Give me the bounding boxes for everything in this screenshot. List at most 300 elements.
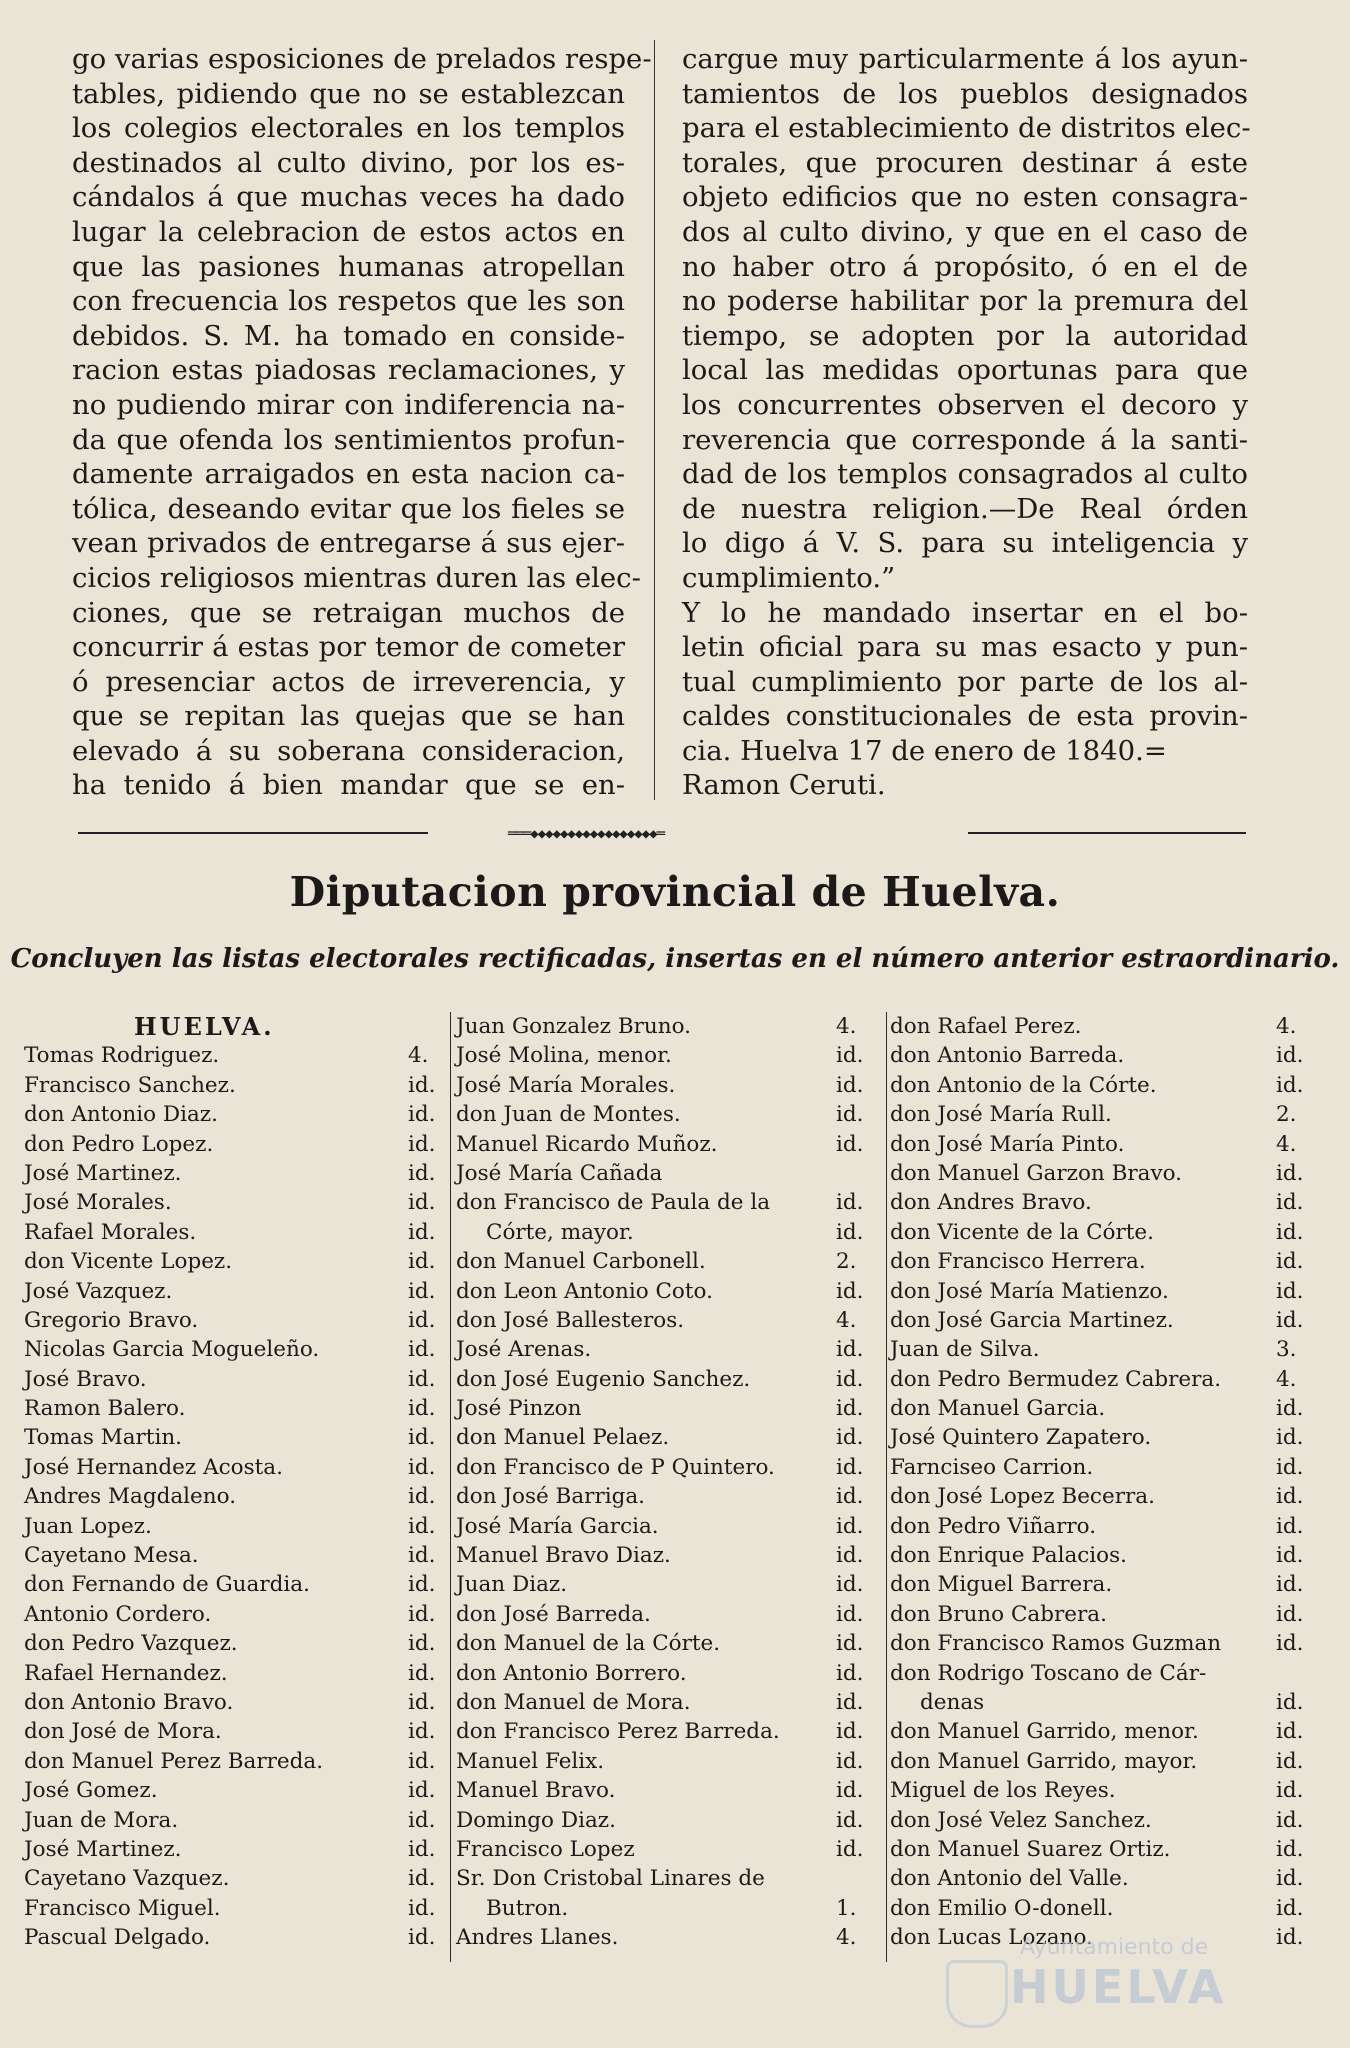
- list-item: [890, 1747, 1314, 1776]
- text-line: go varias esposiciones de prelados respe-: [72, 43, 652, 75]
- list-item: [24, 1335, 448, 1364]
- elector-name: don Pedro Bermudez Cabrera.: [890, 1366, 1222, 1392]
- list-item: [890, 1277, 1314, 1306]
- elector-value: id.: [836, 1719, 864, 1745]
- elector-name: don Bruno Cabrera.: [890, 1601, 1107, 1627]
- list-item: [890, 1218, 1314, 1247]
- list-item: [24, 1570, 448, 1599]
- text-line: vean privados de entregarse á sus ejer-: [72, 527, 625, 560]
- text-line: da que ofenda los sentimientos profun-: [72, 423, 625, 456]
- list-item: [24, 1512, 448, 1541]
- list-item: [890, 1600, 1314, 1629]
- elector-name: Manuel Ricardo Muñoz.: [456, 1131, 718, 1157]
- list-item: [890, 1659, 1314, 1688]
- elector-value: 2.: [836, 1249, 857, 1275]
- list-item: [456, 1335, 884, 1364]
- list-item: [24, 1688, 448, 1717]
- elector-value: id.: [836, 1748, 864, 1774]
- elector-value: id.: [408, 1513, 436, 1539]
- elector-value: id.: [408, 1307, 436, 1333]
- list-item: [456, 1835, 884, 1864]
- list-item: [456, 1806, 884, 1835]
- elector-name: Cayetano Mesa.: [24, 1543, 199, 1569]
- elector-name: don Manuel Perez Barreda.: [24, 1748, 324, 1774]
- text-line: tiempo, se adopten por la autoridad: [682, 319, 1248, 352]
- elector-name: don Fernando de Guardia.: [24, 1572, 310, 1598]
- elector-value: 1.: [836, 1895, 857, 1921]
- elector-value: id.: [836, 1631, 864, 1657]
- elector-value: id.: [836, 1484, 864, 1510]
- elector-value: id.: [408, 1866, 436, 1892]
- text-line: Ramon Ceruti.: [682, 769, 886, 802]
- list-item: [890, 1482, 1314, 1511]
- list-item: [890, 1512, 1314, 1541]
- elector-value: 4.: [408, 1043, 429, 1069]
- elector-value: id.: [1276, 1484, 1304, 1510]
- list-item: [890, 1629, 1314, 1658]
- elector-name: Manuel Felix.: [456, 1748, 605, 1774]
- elector-name: don José María Rull.: [890, 1102, 1112, 1128]
- elector-name: don Antonio Bravo.: [24, 1689, 234, 1715]
- text-line: los colegios electorales en los templos: [72, 112, 625, 145]
- elector-value: id.: [836, 1131, 864, 1157]
- elector-value: id.: [408, 1278, 436, 1304]
- elector-value: id.: [1276, 1454, 1304, 1480]
- list-item: [890, 1688, 1314, 1717]
- elector-value: id.: [1276, 1895, 1304, 1921]
- elector-value: id.: [836, 1043, 864, 1069]
- elector-value: id.: [836, 1366, 864, 1392]
- elector-value: id.: [1276, 1601, 1304, 1627]
- list-item: [890, 1188, 1314, 1217]
- text-line: tólica, deseando evitar que los fieles se: [72, 492, 625, 525]
- elector-name: don Andres Bravo.: [890, 1190, 1092, 1216]
- elector-name: José Martinez.: [24, 1836, 182, 1862]
- elector-value: id.: [1276, 1689, 1304, 1715]
- elector-name: don José Barreda.: [456, 1601, 651, 1627]
- list-item: [890, 1453, 1314, 1482]
- list-item: [890, 1776, 1314, 1805]
- elector-value: id.: [1276, 1072, 1304, 1098]
- elector-name: don José Garcia Martinez.: [890, 1307, 1174, 1333]
- elector-name: don Francisco de P Quintero.: [456, 1454, 775, 1480]
- elector-name: José María Garcia.: [456, 1513, 659, 1539]
- elector-value: id.: [1276, 1160, 1304, 1186]
- elector-value: 4.: [1276, 1366, 1297, 1392]
- elector-value: id.: [408, 1396, 436, 1422]
- list-item: [24, 1247, 448, 1276]
- elector-name: Miguel de los Reyes.: [890, 1778, 1116, 1804]
- list-item: [890, 1423, 1314, 1452]
- elector-value: id.: [408, 1925, 436, 1951]
- elector-name: don Francisco Perez Barreda.: [456, 1719, 780, 1745]
- elector-value: id.: [408, 1337, 436, 1363]
- elector-name: don Manuel Garcia.: [890, 1396, 1106, 1422]
- elector-value: id.: [1276, 1719, 1304, 1745]
- text-line: objeto edificios que no esten consagra-: [682, 181, 1248, 214]
- list-item: [456, 1012, 884, 1041]
- elector-name: don Francisco Ramos Guzman: [890, 1631, 1222, 1657]
- elector-name: don Emilio O-donell.: [890, 1895, 1114, 1921]
- list-item: [456, 1218, 884, 1247]
- elector-name: don Vicente de la Córte.: [890, 1219, 1154, 1245]
- elector-value: id.: [1276, 1513, 1304, 1539]
- elector-value: id.: [408, 1778, 436, 1804]
- elector-value: id.: [408, 1660, 436, 1686]
- elector-value: id.: [408, 1543, 436, 1569]
- list-item: [24, 1218, 448, 1247]
- list-item: [456, 1541, 884, 1570]
- elector-name: don José Ballesteros.: [456, 1307, 685, 1333]
- elector-name: don Antonio de la Córte.: [890, 1072, 1157, 1098]
- elector-name: don José Barriga.: [456, 1484, 646, 1510]
- elector-name: don José de Mora.: [24, 1719, 222, 1745]
- elector-value: id.: [408, 1219, 436, 1245]
- list-item: [456, 1629, 884, 1658]
- text-line: debidos. S. M. ha tomado en conside-: [72, 319, 625, 352]
- elector-value: id.: [1276, 1748, 1304, 1774]
- elector-value: id.: [1276, 1925, 1304, 1951]
- elector-value: id.: [1276, 1836, 1304, 1862]
- list-item: [890, 1570, 1314, 1599]
- elector-name: don Manuel Garrido, menor.: [890, 1719, 1199, 1745]
- elector-name: don Manuel de la Córte.: [456, 1631, 721, 1657]
- elector-name: don Manuel Garrido, mayor.: [890, 1748, 1198, 1774]
- text-line: racion estas piadosas reclamaciones, y: [72, 354, 625, 387]
- elector-list-column-2: [456, 1012, 884, 1953]
- elector-value: id.: [1276, 1249, 1304, 1275]
- text-line: cia. Huelva 17 de enero de 1840.=: [682, 734, 1167, 767]
- elector-name: don Manuel de Mora.: [456, 1689, 691, 1715]
- list-item: [890, 1864, 1314, 1893]
- list-item: [24, 1365, 448, 1394]
- text-line: ha tenido á bien mandar que se en-: [72, 769, 625, 802]
- elector-name: Manuel Bravo.: [456, 1778, 616, 1804]
- elector-value: id.: [836, 1425, 864, 1451]
- elector-name: José Arenas.: [456, 1337, 592, 1363]
- text-line: reverencia que corresponde á la santi-: [682, 423, 1248, 456]
- elector-name: Ramon Balero.: [24, 1396, 186, 1422]
- elector-value: id.: [836, 1601, 864, 1627]
- text-line: caldes constitucionales de esta provin-: [682, 700, 1248, 733]
- list-item: [890, 1335, 1314, 1364]
- elector-name: Sr. Don Cristobal Linares de: [456, 1866, 765, 1892]
- watermark-line-1: Ayuntamiento de: [1020, 1935, 1209, 1960]
- watermark: [940, 1935, 1226, 2014]
- elector-name: Tomas Rodriguez.: [24, 1043, 220, 1069]
- elector-value: id.: [836, 1219, 864, 1245]
- separator-line-left: [78, 832, 428, 834]
- separator-ornament: ⁠═══◆◆◆◆◆◆◆◆◆◆◆◆◆◆◆◆◆═: [508, 826, 665, 842]
- list-item: [890, 1012, 1314, 1041]
- section-subtitle: Concluyen las listas electorales rectificadas, insertas en el número anterior estraordinario.: [10, 944, 1340, 974]
- text-line: cumplimiento.”: [682, 561, 896, 594]
- list-item: [456, 1512, 884, 1541]
- text-line: cicios religiosos mientras duren las elec-: [72, 561, 641, 594]
- elector-value: id.: [1276, 1396, 1304, 1422]
- elector-name: José Martinez.: [24, 1160, 182, 1186]
- elector-value: id.: [1276, 1307, 1304, 1333]
- list-item: [456, 1159, 884, 1188]
- list-item: [24, 1747, 448, 1776]
- list-item: [24, 1835, 448, 1864]
- elector-name: Domingo Diaz.: [456, 1807, 616, 1833]
- text-line: de nuestra religion.—De Real órden: [682, 492, 1248, 525]
- list-item: [24, 1776, 448, 1805]
- elector-name: José Hernandez Acosta.: [24, 1454, 283, 1480]
- list-item: [456, 1247, 884, 1276]
- elector-value: id.: [1276, 1425, 1304, 1451]
- elector-value: id.: [836, 1337, 864, 1363]
- article-right-column: [682, 42, 1251, 803]
- elector-value: id.: [836, 1689, 864, 1715]
- elector-name: don Rodrigo Toscano de Cár-: [890, 1660, 1207, 1686]
- list-item: [890, 1306, 1314, 1335]
- elector-name: don Lucas Lozano.: [890, 1925, 1093, 1951]
- list-item: [24, 1894, 448, 1923]
- elector-name: HUELVA.: [134, 1012, 275, 1041]
- elector-name: José Gomez.: [24, 1778, 158, 1804]
- list-item: [24, 1864, 448, 1893]
- elector-name: don Miguel Barrera.: [890, 1572, 1113, 1598]
- elector-value: id.: [1276, 1543, 1304, 1569]
- elector-value: id.: [1276, 1807, 1304, 1833]
- list-item: [24, 1071, 448, 1100]
- text-line: torales, que procuren destinar á este: [682, 146, 1248, 179]
- elector-value: id.: [408, 1131, 436, 1157]
- elector-name: Rafael Hernandez.: [24, 1660, 228, 1686]
- list-item: [24, 1806, 448, 1835]
- elector-value: id.: [836, 1072, 864, 1098]
- list-item: [24, 1306, 448, 1335]
- elector-value: id.: [836, 1807, 864, 1833]
- elector-value: id.: [408, 1425, 436, 1451]
- elector-name: Pascual Delgado.: [24, 1925, 211, 1951]
- elector-value: id.: [836, 1572, 864, 1598]
- list-item: [890, 1717, 1314, 1746]
- elector-name: Juan de Mora.: [24, 1807, 179, 1833]
- separator-line-right: [968, 832, 1246, 834]
- elector-name: Antonio Cordero.: [24, 1601, 212, 1627]
- text-line: lugar la celebracion de estos actos en: [72, 215, 625, 248]
- list-item: [890, 1835, 1314, 1864]
- elector-value: id.: [1276, 1219, 1304, 1245]
- list-item: [456, 1717, 884, 1746]
- elector-name: Gregorio Bravo.: [24, 1307, 199, 1333]
- elector-name: Rafael Morales.: [24, 1219, 197, 1245]
- elector-name: don Manuel Pelaez.: [456, 1425, 670, 1451]
- elector-list-column-3: [890, 1012, 1314, 1953]
- elector-name: José Bravo.: [24, 1366, 147, 1392]
- list-item: [456, 1482, 884, 1511]
- elector-name: Francisco Miguel.: [24, 1895, 221, 1921]
- elector-value: id.: [1276, 1278, 1304, 1304]
- list-item: [890, 1130, 1314, 1159]
- text-line: cándalos á que muchas veces ha dado: [72, 181, 625, 214]
- elector-name: Manuel Bravo Diaz.: [456, 1543, 671, 1569]
- list-item: [24, 1159, 448, 1188]
- elector-value: id.: [408, 1807, 436, 1833]
- text-line: elevado á su soberana consideracion,: [72, 734, 625, 767]
- list-item: [24, 1394, 448, 1423]
- elector-name: José Morales.: [24, 1190, 172, 1216]
- list-item: [456, 1100, 884, 1129]
- text-line: destinados al culto divino, por los es-: [72, 146, 625, 179]
- list-item: [24, 1130, 448, 1159]
- elector-value: id.: [408, 1895, 436, 1921]
- text-line: cargue muy particularmente á los ayun-: [682, 43, 1248, 75]
- list-item: [24, 1277, 448, 1306]
- elector-name: José Quintero Zapatero.: [890, 1425, 1152, 1451]
- elector-name: Juan Gonzalez Bruno.: [456, 1014, 692, 1039]
- elector-name: Butron.: [486, 1895, 569, 1921]
- elector-value: 3.: [1276, 1337, 1297, 1363]
- list-item: [24, 1541, 448, 1570]
- list-item: [890, 1365, 1314, 1394]
- list-item: [456, 1306, 884, 1335]
- list-item: [24, 1041, 448, 1070]
- list-item: [890, 1247, 1314, 1276]
- text-line: con frecuencia los respetos que les son: [72, 285, 625, 318]
- elector-value: id.: [836, 1396, 864, 1422]
- elector-name: don José María Pinto.: [890, 1131, 1125, 1157]
- elector-value: id.: [1276, 1043, 1304, 1069]
- elector-value: id.: [1276, 1866, 1304, 1892]
- elector-name: Cayetano Vazquez.: [24, 1866, 230, 1892]
- elector-name: Andres Llanes.: [456, 1925, 619, 1951]
- elector-value: id.: [408, 1631, 436, 1657]
- elector-value: 4.: [836, 1307, 857, 1333]
- elector-value: id.: [408, 1160, 436, 1186]
- elector-value: id.: [1276, 1572, 1304, 1598]
- list-item: [24, 1629, 448, 1658]
- list-item: [456, 1394, 884, 1423]
- elector-value: id.: [408, 1719, 436, 1745]
- elector-value: 4.: [836, 1014, 857, 1039]
- elector-value: 4.: [1276, 1014, 1297, 1039]
- elector-name: José Vazquez.: [24, 1278, 173, 1304]
- list-item: [24, 1423, 448, 1452]
- elector-name: don Francisco de Paula de la: [456, 1190, 771, 1216]
- elector-value: id.: [408, 1454, 436, 1480]
- elector-value: id.: [836, 1778, 864, 1804]
- list-divider-2: [886, 1012, 887, 1962]
- text-line: que se repitan las quejas que se han: [72, 700, 625, 733]
- elector-value: id.: [836, 1660, 864, 1686]
- text-line: no poderse habilitar por la premura del: [682, 285, 1248, 318]
- elector-name: Juan Diaz.: [456, 1572, 568, 1598]
- elector-name: don Francisco Herrera.: [890, 1249, 1146, 1275]
- list-item: [890, 1100, 1314, 1129]
- list-item: [456, 1776, 884, 1805]
- list-item: [456, 1130, 884, 1159]
- elector-name: don Pedro Viñarro.: [890, 1513, 1097, 1539]
- elector-name: José Pinzon: [456, 1396, 582, 1422]
- list-item: [890, 1806, 1314, 1835]
- list-item: [456, 1423, 884, 1452]
- elector-name: José Molina, menor.: [456, 1043, 672, 1069]
- list-divider-1: [450, 1012, 451, 1962]
- elector-value: id.: [836, 1102, 864, 1128]
- elector-name: don José Eugenio Sanchez.: [456, 1366, 751, 1392]
- elector-name: don Antonio Borrero.: [456, 1660, 687, 1686]
- elector-name: Andres Magdaleno.: [24, 1484, 237, 1510]
- list-item: [456, 1570, 884, 1599]
- elector-value: id.: [836, 1836, 864, 1862]
- elector-name: Nicolas Garcia Mogueleño.: [24, 1337, 320, 1363]
- elector-name: don Pedro Vazquez.: [24, 1631, 238, 1657]
- list-item: [456, 1688, 884, 1717]
- text-line: concurrir á estas por temor de cometer: [72, 631, 625, 664]
- elector-name: don Leon Antonio Coto.: [456, 1278, 713, 1304]
- text-line: tual cumplimiento por parte de los al-: [682, 665, 1248, 698]
- list-item: [890, 1071, 1314, 1100]
- list-item: [24, 1600, 448, 1629]
- list-item: [456, 1747, 884, 1776]
- text-line: no pudiendo mirar con indiferencia na-: [72, 388, 625, 421]
- elector-value: id.: [408, 1102, 436, 1128]
- text-line: Y lo he mandado insertar en el bo-: [682, 596, 1248, 629]
- elector-name: don Pedro Lopez.: [24, 1131, 214, 1157]
- list-item: [24, 1188, 448, 1217]
- elector-name: don Juan de Montes.: [456, 1102, 681, 1128]
- list-item: [890, 1041, 1314, 1070]
- elector-name: don Manuel Suarez Ortiz.: [890, 1836, 1171, 1862]
- elector-value: id.: [836, 1454, 864, 1480]
- elector-value: id.: [408, 1072, 436, 1098]
- elector-value: id.: [408, 1484, 436, 1510]
- elector-value: id.: [836, 1513, 864, 1539]
- list-item: [456, 1071, 884, 1100]
- list-item: [456, 1277, 884, 1306]
- elector-value: id.: [408, 1249, 436, 1275]
- elector-value: id.: [408, 1190, 436, 1216]
- list-item: [24, 1012, 448, 1041]
- list-item: [456, 1365, 884, 1394]
- elector-list-column-1: [24, 1012, 448, 1953]
- text-line: los concurrentes observen el decoro y: [682, 388, 1248, 421]
- article-left-column: [72, 42, 652, 803]
- text-line: para el establecimiento de distritos elec-: [682, 112, 1251, 145]
- list-item: [456, 1923, 884, 1952]
- list-item: [890, 1541, 1314, 1570]
- text-line: tamientos de los pueblos designados: [682, 77, 1248, 110]
- ornamental-separator: [78, 826, 1246, 840]
- elector-value: id.: [408, 1572, 436, 1598]
- text-line: damente arraigados en esta nacion ca-: [72, 458, 625, 491]
- section-title: Diputacion provincial de Huelva.: [289, 868, 1061, 916]
- elector-value: id.: [1276, 1631, 1304, 1657]
- text-line: ciones, que se retraigan muchos de: [72, 596, 625, 629]
- elector-value: id.: [408, 1689, 436, 1715]
- text-line: lo digo á V. S. para su inteligencia y: [682, 527, 1248, 560]
- elector-name: don José María Matienzo.: [890, 1278, 1169, 1304]
- elector-name: don Enrique Palacios.: [890, 1543, 1127, 1569]
- list-item: [456, 1188, 884, 1217]
- elector-name: Juan Lopez.: [24, 1513, 152, 1539]
- list-item: [24, 1717, 448, 1746]
- list-item: [456, 1894, 884, 1923]
- elector-name: don José Lopez Becerra.: [890, 1484, 1155, 1510]
- list-item: [456, 1659, 884, 1688]
- elector-name: don Antonio del Valle.: [890, 1866, 1129, 1892]
- list-item: [456, 1600, 884, 1629]
- elector-name: don Antonio Diaz.: [24, 1102, 218, 1128]
- text-line: ó presenciar actos de irreverencia, y: [72, 665, 625, 698]
- elector-value: id.: [408, 1601, 436, 1627]
- list-item: [456, 1041, 884, 1070]
- watermark-line-2: HUELVA: [1010, 1960, 1227, 2014]
